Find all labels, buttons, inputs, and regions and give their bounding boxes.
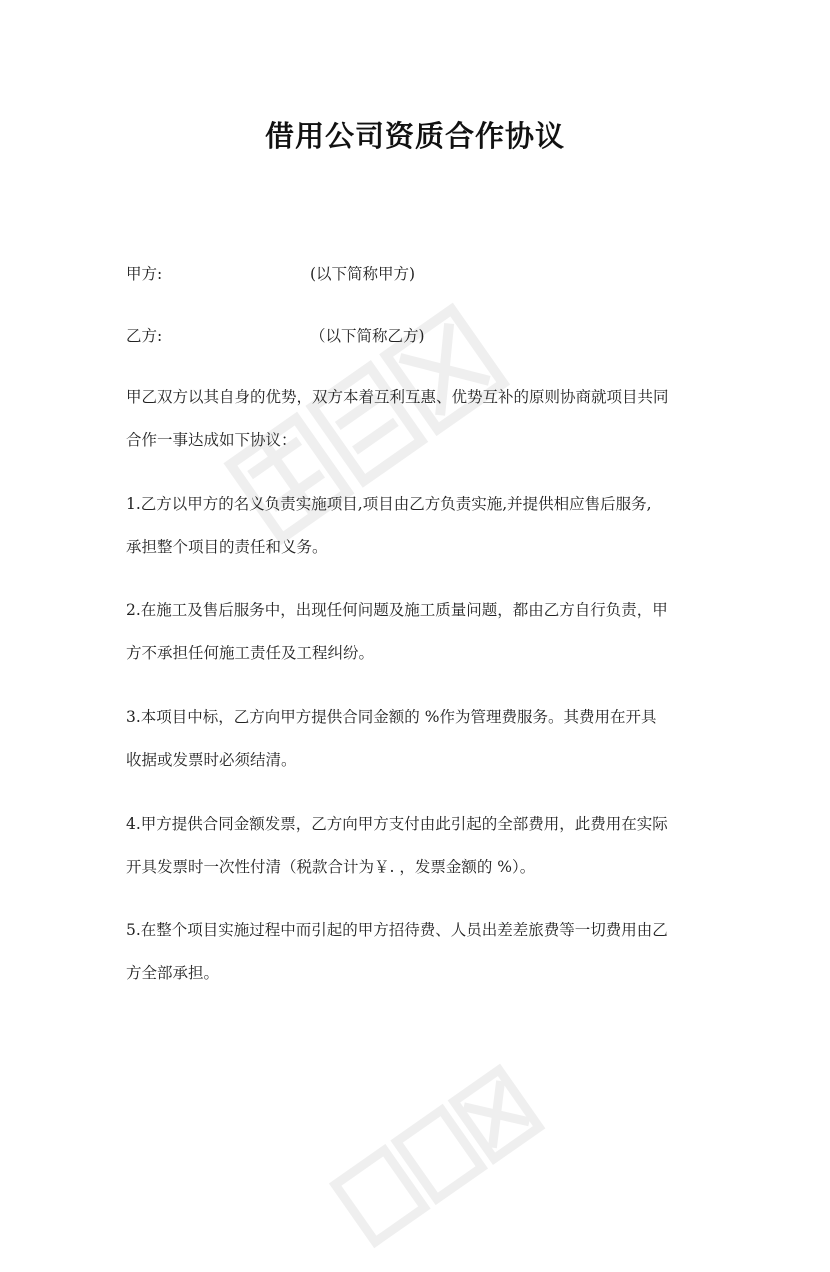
- clause-5-line-1: 5.在整个项目实施过程中而引起的甲方招待费、人员出差差旅费等一切费用由乙: [126, 921, 668, 939]
- intro-line-2: 合作一事达成如下协议：: [126, 431, 297, 449]
- party-a-label: 甲方:: [126, 265, 163, 283]
- clause-4-line-2: 开具发票时一次性付清（税款合计为￥. ，发票金额的 %）。: [126, 858, 536, 876]
- clause-4-line-1: 4.甲方提供合同金额发票，乙方向甲方支付由此引起的全部费用，此费用在实际: [126, 815, 668, 833]
- clause-1-line-2: 承担整个项目的责任和义务。: [126, 538, 328, 556]
- party-b-note: （以下简称乙方): [310, 327, 425, 345]
- party-b-label: 乙方:: [126, 327, 163, 345]
- clause-3-line-2: 收据或发票时必须结清。: [126, 751, 297, 769]
- clause-5-line-2: 方全部承担。: [126, 964, 220, 982]
- clause-2-line-1: 2.在施工及售后服务中，出现任何问题及施工质量问题，都由乙方自行负责，甲: [126, 601, 668, 619]
- clause-2-line-2: 方不承担任何施工责任及工程纠纷。: [126, 644, 375, 662]
- document-title: 借用公司资质合作协议: [264, 119, 565, 153]
- intro-line-1: 甲乙双方以其自身的优势，双方本着互利互惠、优势互补的原则协商就项目共同: [126, 388, 669, 406]
- clause-1-line-1: 1.乙方以甲方的名义负责实施项目,项目由乙方负责实施,并提供相应售后服务,: [126, 495, 652, 513]
- watermark-bottom-icon: [315, 1048, 564, 1272]
- party-a-note: (以下简称甲方): [310, 265, 416, 283]
- clause-3-line-1: 3.本项目中标，乙方向甲方提供合同金额的 %作为管理费服务。其费用在开具: [126, 708, 657, 726]
